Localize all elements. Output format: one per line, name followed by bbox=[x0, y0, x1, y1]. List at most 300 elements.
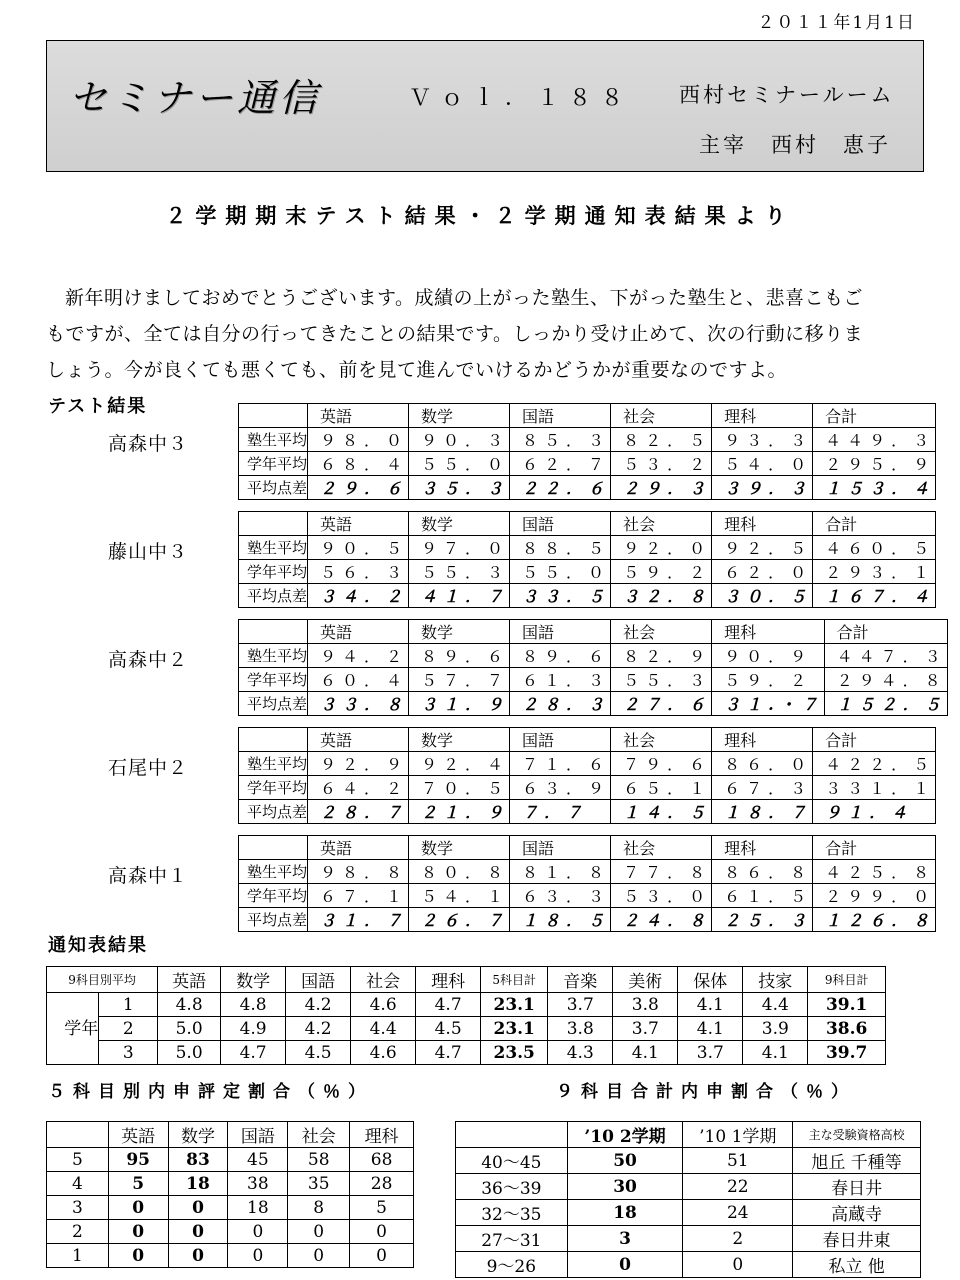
score-cell: ２９．６ bbox=[308, 476, 409, 500]
score-cell: ９０．５ bbox=[308, 536, 409, 560]
table-header-row bbox=[239, 620, 948, 644]
grade-label bbox=[47, 993, 99, 1065]
score-cell: ２９．３ bbox=[611, 476, 712, 500]
score-range: 32～35 bbox=[456, 1200, 568, 1226]
score-cell: ８１．８ bbox=[510, 860, 611, 884]
score-cell: ４６０．５ bbox=[813, 536, 936, 560]
score-cell: ２９３．１ bbox=[813, 560, 936, 584]
row-label: 平均点差 bbox=[239, 692, 308, 716]
score-cell: ３１．９ bbox=[409, 692, 510, 716]
table-row bbox=[47, 1148, 414, 1172]
percent-cell: 0 bbox=[168, 1196, 228, 1220]
score-cell: ９１．４ bbox=[813, 800, 936, 824]
grade-number: 3 bbox=[47, 1196, 109, 1220]
percent-cell: 5 bbox=[108, 1172, 168, 1196]
score-cell: ４２２．５ bbox=[813, 752, 936, 776]
score-cell: ７．７ bbox=[510, 800, 611, 824]
table-header-row bbox=[239, 728, 936, 752]
row-label: 平均点差 bbox=[239, 800, 308, 824]
score-cell: ７０．５ bbox=[409, 776, 510, 800]
score-cell: ６１．５ bbox=[712, 884, 813, 908]
target-school: 旭丘 千種等 bbox=[793, 1148, 921, 1174]
target-school: 私立 他 bbox=[793, 1252, 921, 1278]
score-cell: ５３．０ bbox=[611, 884, 712, 908]
column-header: 国語 bbox=[510, 404, 611, 428]
column-header: 国語 bbox=[510, 620, 611, 644]
score-cell: １２６．８ bbox=[813, 908, 936, 932]
column-header: 主な受験資格高校 bbox=[793, 1122, 921, 1148]
percent-cell: 0 bbox=[228, 1244, 288, 1268]
grade-cell: 4.4 bbox=[743, 993, 808, 1017]
score-cell: ６０．４ bbox=[308, 668, 409, 692]
column-header: 英語 bbox=[308, 512, 409, 536]
column-header: 数学 bbox=[409, 836, 510, 860]
column-header: 音楽 bbox=[548, 967, 613, 993]
score-range: 40～45 bbox=[456, 1148, 568, 1174]
grade-cell: 4.8 bbox=[221, 993, 286, 1017]
column-header: 数学 bbox=[409, 728, 510, 752]
percent-cell: 0 bbox=[288, 1220, 350, 1244]
table-row bbox=[239, 476, 936, 500]
score-cell: ２７．６ bbox=[611, 692, 712, 716]
score-cell: ８９．６ bbox=[510, 644, 611, 668]
five-subject-caption: ５科目別内申評定割合（％） bbox=[48, 1082, 373, 1102]
column-header: 社会 bbox=[351, 967, 416, 993]
score-cell: ７７．８ bbox=[611, 860, 712, 884]
table-header-row bbox=[47, 967, 886, 993]
school-name: 高森中２ bbox=[108, 649, 189, 671]
column-header bbox=[239, 620, 308, 644]
column-header: 英語 bbox=[158, 967, 221, 993]
row-label: 塾生平均 bbox=[239, 536, 308, 560]
term2-percent: 18 bbox=[567, 1200, 683, 1226]
score-cell: ９２．５ bbox=[712, 536, 813, 560]
score-cell: ７９．６ bbox=[611, 752, 712, 776]
column-header: 英語 bbox=[308, 620, 409, 644]
column-header: 社会 bbox=[611, 728, 712, 752]
score-cell: ６３．３ bbox=[510, 884, 611, 908]
target-school: 春日井 bbox=[793, 1174, 921, 1200]
column-header: 数学 bbox=[409, 620, 510, 644]
nine-subject-caption: ９科目合計内申割合（％） bbox=[556, 1082, 856, 1102]
column-header bbox=[239, 728, 308, 752]
column-header: 国語 bbox=[228, 1122, 288, 1148]
score-cell: ２１．９ bbox=[409, 800, 510, 824]
column-header: 社会 bbox=[611, 404, 712, 428]
grade-cell: 23.1 bbox=[481, 993, 548, 1017]
table-row bbox=[47, 1244, 414, 1268]
school-name: 高森中３ bbox=[108, 433, 189, 455]
percent-cell: 35 bbox=[288, 1172, 350, 1196]
column-header bbox=[47, 1122, 109, 1148]
five-subject-ratio-table bbox=[46, 1121, 414, 1268]
grade-cell: 23.1 bbox=[481, 1017, 548, 1041]
term2-percent: 0 bbox=[567, 1252, 683, 1278]
score-cell: １４．５ bbox=[611, 800, 712, 824]
table-row bbox=[456, 1226, 921, 1252]
grade-cell: 4.1 bbox=[678, 1017, 743, 1041]
score-cell: １８．５ bbox=[510, 908, 611, 932]
test-result-table bbox=[238, 403, 936, 500]
table-row bbox=[456, 1200, 921, 1226]
table-row bbox=[47, 1220, 414, 1244]
percent-cell: 0 bbox=[108, 1244, 168, 1268]
table-row bbox=[239, 560, 936, 584]
score-cell: ２９５．９ bbox=[813, 452, 936, 476]
grade-cell: 3.7 bbox=[548, 993, 613, 1017]
score-cell: ２９４．８ bbox=[824, 668, 947, 692]
table-header-row bbox=[239, 512, 936, 536]
grade-cell: 4.9 bbox=[221, 1017, 286, 1041]
percent-cell: 0 bbox=[108, 1220, 168, 1244]
row-label: 学年平均 bbox=[239, 668, 308, 692]
grade-cell: 23.5 bbox=[481, 1041, 548, 1065]
column-header: 社会 bbox=[611, 512, 712, 536]
score-cell: ３４．２ bbox=[308, 584, 409, 608]
row-label: 学年平均 bbox=[239, 452, 308, 476]
column-header: 技家 bbox=[743, 967, 808, 993]
school-name: 藤山中３ bbox=[108, 541, 189, 563]
school-name: 高森中１ bbox=[108, 865, 189, 887]
organization-name: 西村セミナールーム bbox=[679, 83, 895, 107]
column-header: 社会 bbox=[611, 620, 712, 644]
report-card-heading: 通知表結果 bbox=[48, 935, 148, 956]
table-row bbox=[239, 908, 936, 932]
score-cell: ５５．３ bbox=[611, 668, 712, 692]
grade-cell: 4.5 bbox=[416, 1017, 481, 1041]
table-row bbox=[239, 536, 936, 560]
table-header-row bbox=[456, 1122, 921, 1148]
column-header: 国語 bbox=[510, 728, 611, 752]
percent-cell: 8 bbox=[288, 1196, 350, 1220]
grade-cell: 4.5 bbox=[286, 1041, 351, 1065]
score-cell: ９７．０ bbox=[409, 536, 510, 560]
table-row bbox=[239, 776, 936, 800]
table-row bbox=[47, 993, 886, 1017]
column-header: 数学 bbox=[409, 512, 510, 536]
score-cell: ６４．２ bbox=[308, 776, 409, 800]
percent-cell: 18 bbox=[228, 1196, 288, 1220]
test-result-table bbox=[238, 511, 936, 608]
term1-percent: 22 bbox=[683, 1174, 793, 1200]
grade-cell: 4.6 bbox=[351, 1041, 416, 1065]
test-result-table bbox=[238, 727, 936, 824]
score-cell: ６２．７ bbox=[510, 452, 611, 476]
table-row bbox=[47, 1041, 886, 1065]
score-cell: ３５．３ bbox=[409, 476, 510, 500]
target-school: 高蔵寺 bbox=[793, 1200, 921, 1226]
grade-cell: 3.8 bbox=[613, 993, 678, 1017]
table-header-row bbox=[239, 404, 936, 428]
score-cell: ９２．４ bbox=[409, 752, 510, 776]
volume-number: Ｖｏｌ．１８８ bbox=[409, 86, 634, 111]
score-cell: ６５．１ bbox=[611, 776, 712, 800]
column-header: 国語 bbox=[510, 512, 611, 536]
report-card-table bbox=[46, 966, 886, 1065]
table-row bbox=[456, 1252, 921, 1278]
score-cell: ５９．２ bbox=[611, 560, 712, 584]
table-row bbox=[239, 752, 936, 776]
score-cell: ９８．８ bbox=[308, 860, 409, 884]
percent-cell: 28 bbox=[350, 1172, 414, 1196]
grade-cell: 4.1 bbox=[613, 1041, 678, 1065]
grade-number: 5 bbox=[47, 1148, 109, 1172]
masthead bbox=[46, 40, 924, 172]
table-row bbox=[239, 860, 936, 884]
score-cell: ５４．１ bbox=[409, 884, 510, 908]
score-cell: ４１．７ bbox=[409, 584, 510, 608]
row-label: 塾生平均 bbox=[239, 644, 308, 668]
score-range: 9～26 bbox=[456, 1252, 568, 1278]
score-cell: ６８．４ bbox=[308, 452, 409, 476]
column-header: 英語 bbox=[308, 404, 409, 428]
score-cell: ４２５．８ bbox=[813, 860, 936, 884]
score-cell: ９４．２ bbox=[308, 644, 409, 668]
column-header: 理科 bbox=[712, 404, 813, 428]
row-label: 学年平均 bbox=[239, 884, 308, 908]
grade-cell: 4.1 bbox=[743, 1041, 808, 1065]
score-cell: ７１．６ bbox=[510, 752, 611, 776]
column-header: 国語 bbox=[510, 836, 611, 860]
score-cell: ３３１．１ bbox=[813, 776, 936, 800]
term1-percent: 51 bbox=[683, 1148, 793, 1174]
score-cell: １５３．４ bbox=[813, 476, 936, 500]
school-name: 石尾中２ bbox=[108, 757, 189, 779]
row-label: 塾生平均 bbox=[239, 752, 308, 776]
column-header: 国語 bbox=[286, 967, 351, 993]
score-range: 36～39 bbox=[456, 1174, 568, 1200]
score-cell: ５７．７ bbox=[409, 668, 510, 692]
score-cell: ６７．１ bbox=[308, 884, 409, 908]
grade-number: 2 bbox=[99, 1017, 158, 1041]
column-header bbox=[239, 404, 308, 428]
column-header: 理科 bbox=[712, 620, 825, 644]
score-cell: ９８．０ bbox=[308, 428, 409, 452]
column-header: 理科 bbox=[350, 1122, 414, 1148]
row-label: 学年平均 bbox=[239, 776, 308, 800]
table-row bbox=[456, 1148, 921, 1174]
score-cell: ５５．０ bbox=[409, 452, 510, 476]
grade-cell: 4.4 bbox=[351, 1017, 416, 1041]
grade-cell: 5.0 bbox=[158, 1041, 221, 1065]
score-cell: ５５．３ bbox=[409, 560, 510, 584]
grade-cell: 4.7 bbox=[416, 1041, 481, 1065]
score-range: 27～31 bbox=[456, 1226, 568, 1252]
term2-percent: 50 bbox=[567, 1148, 683, 1174]
table-row bbox=[239, 644, 948, 668]
score-cell: ６７．３ bbox=[712, 776, 813, 800]
row-label: 平均点差 bbox=[239, 584, 308, 608]
column-header: 数学 bbox=[221, 967, 286, 993]
score-cell: ８６．８ bbox=[712, 860, 813, 884]
grade-cell: 4.2 bbox=[286, 993, 351, 1017]
score-cell: ５３．２ bbox=[611, 452, 712, 476]
row-label: 学年平均 bbox=[239, 560, 308, 584]
percent-cell: 0 bbox=[168, 1220, 228, 1244]
intro-line: しょう。今が良くても悪くても、前を見て進んでいけるかどうかが重要なのですよ。 bbox=[46, 359, 788, 381]
column-header: 数学 bbox=[409, 404, 510, 428]
score-cell: ８０．８ bbox=[409, 860, 510, 884]
grade-number: 3 bbox=[99, 1041, 158, 1065]
percent-cell: 0 bbox=[108, 1196, 168, 1220]
table-row bbox=[239, 452, 936, 476]
row-label: 塾生平均 bbox=[239, 860, 308, 884]
column-header: 数学 bbox=[168, 1122, 228, 1148]
term2-percent: 3 bbox=[567, 1226, 683, 1252]
grade-cell: 4.6 bbox=[351, 993, 416, 1017]
table-row bbox=[47, 1196, 414, 1220]
score-cell: １６７．４ bbox=[813, 584, 936, 608]
grade-number: 1 bbox=[99, 993, 158, 1017]
score-cell: ５９．２ bbox=[712, 668, 825, 692]
column-header bbox=[239, 512, 308, 536]
percent-cell: 58 bbox=[288, 1148, 350, 1172]
column-header: 9科目計 bbox=[808, 967, 886, 993]
grade-cell: 3.8 bbox=[548, 1017, 613, 1041]
score-cell: １５２．５ bbox=[824, 692, 947, 716]
score-cell: ９０．９ bbox=[712, 644, 825, 668]
row-label: 平均点差 bbox=[239, 476, 308, 500]
test-results-heading: テスト結果 bbox=[48, 396, 148, 417]
score-cell: ６２．０ bbox=[712, 560, 813, 584]
intro-line: 新年明けましておめでとうございます。成績の上がった塾生、下がった塾生と、悲喜こもご bbox=[65, 287, 863, 309]
nine-subject-ratio-table bbox=[455, 1121, 921, 1278]
percent-cell: 0 bbox=[350, 1244, 414, 1268]
grade-cell: 4.2 bbox=[286, 1017, 351, 1041]
percent-cell: 68 bbox=[350, 1148, 414, 1172]
percent-cell: 0 bbox=[350, 1220, 414, 1244]
grade-cell: 39.7 bbox=[808, 1041, 886, 1065]
term2-percent: 30 bbox=[567, 1174, 683, 1200]
table-header-row bbox=[47, 1122, 414, 1148]
grade-cell: 38.6 bbox=[808, 1017, 886, 1041]
score-cell: ２６．７ bbox=[409, 908, 510, 932]
column-header bbox=[456, 1122, 568, 1148]
target-school: 春日井東 bbox=[793, 1226, 921, 1252]
percent-cell: 0 bbox=[228, 1220, 288, 1244]
score-cell: ３３．５ bbox=[510, 584, 611, 608]
score-cell: ２４．８ bbox=[611, 908, 712, 932]
score-cell: ３１．７ bbox=[308, 908, 409, 932]
percent-cell: 83 bbox=[168, 1148, 228, 1172]
grade-cell: 4.7 bbox=[416, 993, 481, 1017]
score-cell: ９２．０ bbox=[611, 536, 712, 560]
column-header: 英語 bbox=[308, 728, 409, 752]
row-label: 塾生平均 bbox=[239, 428, 308, 452]
table-header-row bbox=[239, 836, 936, 860]
grade-cell: 5.0 bbox=[158, 1017, 221, 1041]
score-cell: ２８．３ bbox=[510, 692, 611, 716]
corner-header: 9科目別平均 bbox=[47, 967, 158, 993]
grade-cell: 3.7 bbox=[613, 1017, 678, 1041]
column-header: 英語 bbox=[308, 836, 409, 860]
table-row bbox=[239, 428, 936, 452]
issue-date: ２０１１年1月1日 bbox=[757, 13, 916, 33]
column-header: 理科 bbox=[712, 728, 813, 752]
column-header: 理科 bbox=[712, 836, 813, 860]
grade-number: 2 bbox=[47, 1220, 109, 1244]
column-header: 5科目計 bbox=[481, 967, 548, 993]
score-cell: ９０．３ bbox=[409, 428, 510, 452]
score-cell: ９２．９ bbox=[308, 752, 409, 776]
score-cell: ８５．３ bbox=[510, 428, 611, 452]
column-header: 合計 bbox=[824, 620, 947, 644]
percent-cell: 95 bbox=[108, 1148, 168, 1172]
table-row bbox=[456, 1174, 921, 1200]
score-cell: ８９．６ bbox=[409, 644, 510, 668]
score-cell: ５６．３ bbox=[308, 560, 409, 584]
intro-paragraph bbox=[46, 280, 926, 388]
term1-percent: 24 bbox=[683, 1200, 793, 1226]
score-cell: ８８．５ bbox=[510, 536, 611, 560]
column-header: 合計 bbox=[813, 404, 936, 428]
row-label: 平均点差 bbox=[239, 908, 308, 932]
grade-label-text: 学年 bbox=[64, 1018, 99, 1039]
column-header: 英語 bbox=[108, 1122, 168, 1148]
percent-cell: 5 bbox=[350, 1196, 414, 1220]
score-cell: ８２．５ bbox=[611, 428, 712, 452]
score-cell: ２８．７ bbox=[308, 800, 409, 824]
percent-cell: 38 bbox=[228, 1172, 288, 1196]
column-header: ’10 2学期 bbox=[567, 1122, 683, 1148]
grade-cell: 4.1 bbox=[678, 993, 743, 1017]
grade-number: 1 bbox=[47, 1244, 109, 1268]
newsletter-title: セミナー通信 bbox=[69, 76, 322, 120]
table-row bbox=[239, 668, 948, 692]
grade-cell: 4.3 bbox=[548, 1041, 613, 1065]
column-header: 社会 bbox=[611, 836, 712, 860]
grade-cell: 4.7 bbox=[221, 1041, 286, 1065]
grade-cell: 39.1 bbox=[808, 993, 886, 1017]
score-cell: ９３．３ bbox=[712, 428, 813, 452]
grade-number: 4 bbox=[47, 1172, 109, 1196]
test-result-table bbox=[238, 835, 936, 932]
headline: ２学期期末テスト結果・２学期通知表結果より bbox=[165, 204, 795, 228]
score-cell: ２５．３ bbox=[712, 908, 813, 932]
column-header: 合計 bbox=[813, 836, 936, 860]
percent-cell: 0 bbox=[288, 1244, 350, 1268]
score-cell: ６３．９ bbox=[510, 776, 611, 800]
editor-name: 主宰 西村 恵子 bbox=[699, 133, 891, 157]
test-result-table bbox=[238, 619, 948, 716]
percent-cell: 18 bbox=[168, 1172, 228, 1196]
grade-cell: 3.9 bbox=[743, 1017, 808, 1041]
score-cell: ３２．８ bbox=[611, 584, 712, 608]
score-cell: ８２．９ bbox=[611, 644, 712, 668]
percent-cell: 0 bbox=[168, 1244, 228, 1268]
score-cell: ５５．０ bbox=[510, 560, 611, 584]
score-cell: ３９．３ bbox=[712, 476, 813, 500]
column-header bbox=[239, 836, 308, 860]
percent-cell: 45 bbox=[228, 1148, 288, 1172]
score-cell: ８６．０ bbox=[712, 752, 813, 776]
column-header: 保体 bbox=[678, 967, 743, 993]
score-cell: ２２．６ bbox=[510, 476, 611, 500]
grade-cell: 4.8 bbox=[158, 993, 221, 1017]
column-header: 理科 bbox=[712, 512, 813, 536]
column-header: 合計 bbox=[813, 728, 936, 752]
table-row bbox=[239, 584, 936, 608]
grade-cell: 3.7 bbox=[678, 1041, 743, 1065]
table-row bbox=[239, 692, 948, 716]
table-row bbox=[47, 1172, 414, 1196]
column-header: 合計 bbox=[813, 512, 936, 536]
score-cell: １８．７ bbox=[712, 800, 813, 824]
score-cell: ４４７．３ bbox=[824, 644, 947, 668]
term1-percent: 0 bbox=[683, 1252, 793, 1278]
score-cell: ３３．８ bbox=[308, 692, 409, 716]
table-row bbox=[239, 800, 936, 824]
